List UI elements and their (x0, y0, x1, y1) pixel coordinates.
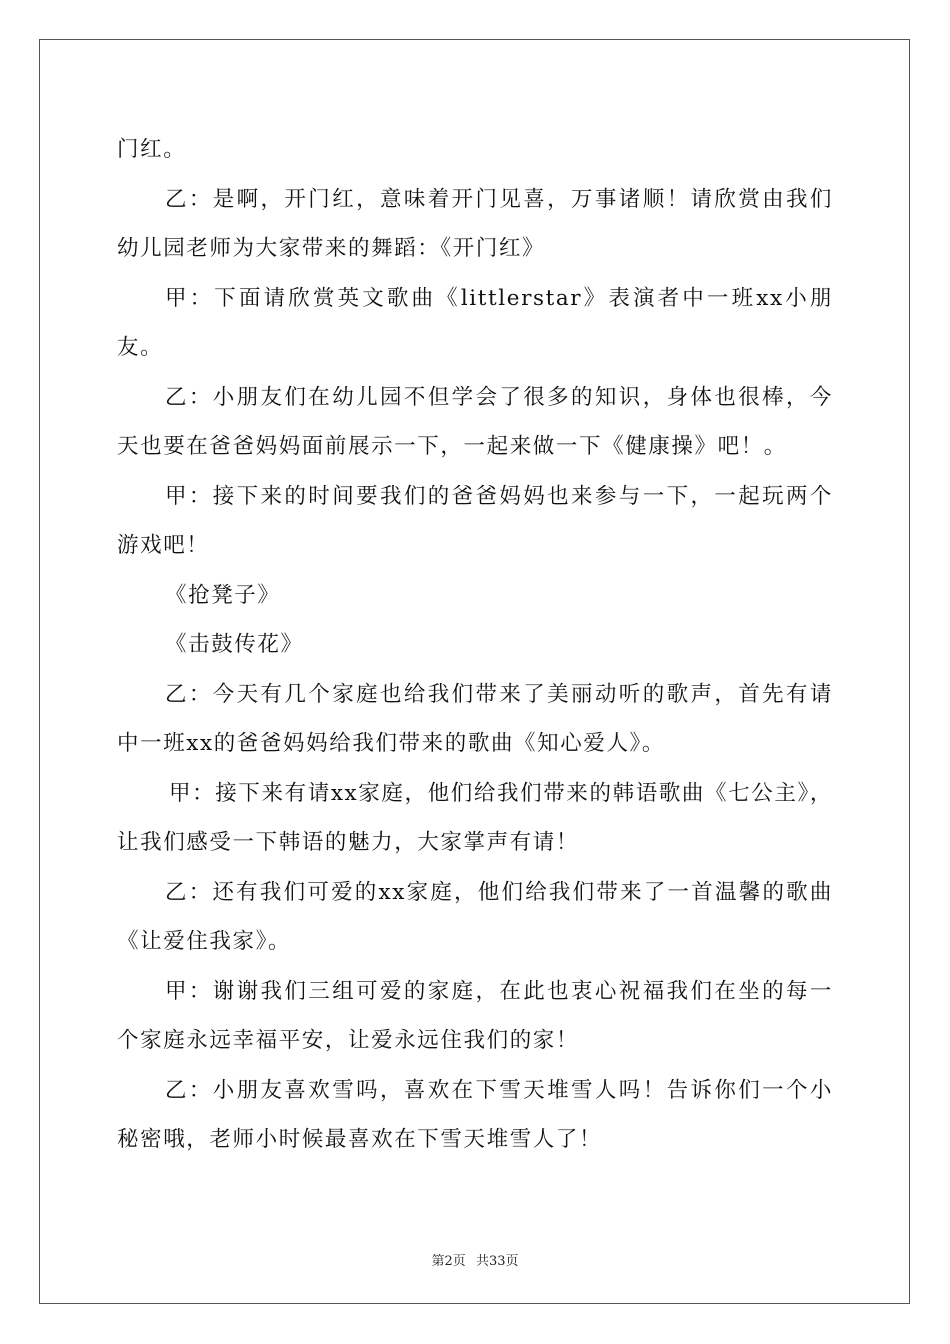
current-page-number: 第2页 (431, 1254, 466, 1269)
paragraph: 甲：谢谢我们三组可爱的家庭，在此也衷心祝福我们在坐的每一个家庭永远幸福平安，让爱永远住我们的家！ (117, 978, 833, 1053)
paragraph: 甲：接下来的时间要我们的爸爸妈妈也来参与一下，一起玩两个游戏吧！ (117, 483, 833, 558)
paragraph: 乙：是啊，开门红，意味着开门见喜，万事诸顺！请欣赏由我们幼儿园老师为大家带来的舞蹈：《开门红》 (117, 186, 833, 261)
paragraph: 《击鼓传花》 (165, 632, 304, 657)
paragraph: 乙：还有我们可爱的xx家庭，他们给我们带来了一首温馨的歌曲《让爱住我家》。 (117, 879, 833, 954)
paragraph: 甲：接下来有请xx家庭，他们给我们带来的韩语歌曲《七公主》，让我们感受一下韩语的魅力，大家掌声有请！ (117, 780, 833, 855)
page-footer (0, 1250, 950, 1269)
paragraph: 《抢凳子》 (165, 582, 281, 608)
total-page-count: 共33页 (475, 1254, 519, 1269)
paragraph: 乙：今天有几个家庭也给我们带来了美丽动听的歌声，首先有请中一班xx的爸爸妈妈给我们带来的歌曲《知心爱人》。 (117, 681, 833, 756)
paragraph: 乙：小朋友们在幼儿园不但学会了很多的知识，身体也很棒，今天也要在爸爸妈妈面前展示一下，一起来做一下《健康操》吧！。 (117, 384, 833, 459)
paragraph: 门红。 (117, 137, 187, 162)
paragraph: 乙：小朋友喜欢雪吗，喜欢在下雪天堆雪人吗！告诉你们一个小秘密哦，老师小时候最喜欢在下雪天堆雪人了！ (117, 1077, 833, 1152)
paragraph: 甲：下面请欣赏英文歌曲《littlerstar》表演者中一班xx小朋友。 (117, 285, 833, 360)
document-body (117, 125, 833, 1165)
